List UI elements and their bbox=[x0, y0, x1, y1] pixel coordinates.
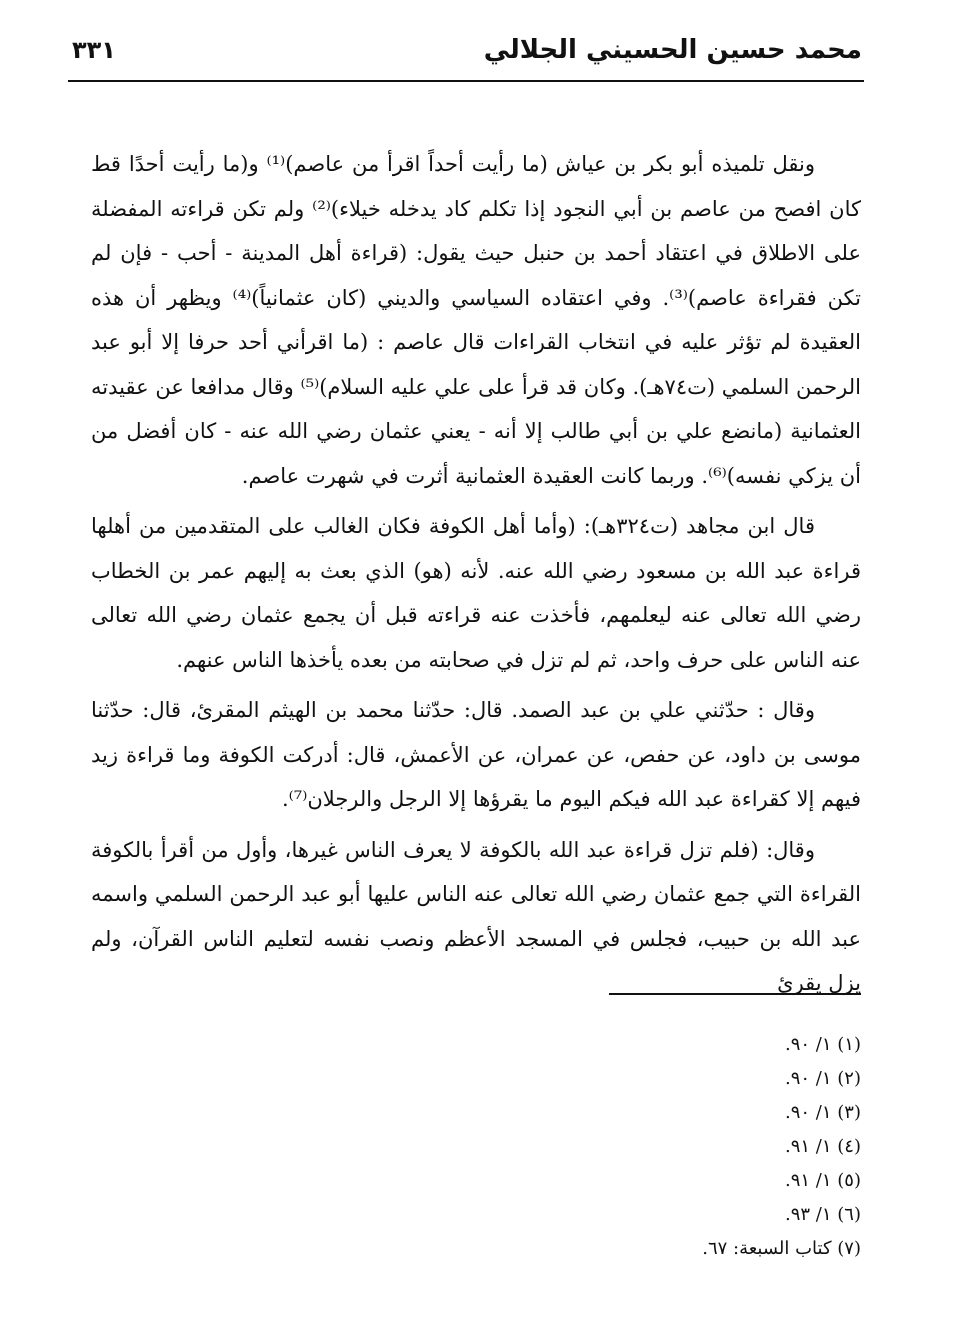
main-text bbox=[91, 142, 861, 1012]
page-number: ٣٣١ bbox=[72, 36, 116, 64]
footnote-list bbox=[461, 1028, 861, 1266]
footnote: (٧) كتاب السبعة: ٦٧. bbox=[702, 1238, 861, 1259]
paragraph: وقال : حدّثني علي بن عبد الصمد. قال: حدّثنا محمد بن الهيثم المقرئ، قال: حدّثنا موسى بن داود، عن حفص، عن عمران، عن الأعمش، قال: أدركت الكوفة وما قراءة زيد فيهم إلا كقراءة عبد الله فيكم اليوم ما يقرؤها إلا الرجل والرجلان⁽⁷⁾. bbox=[91, 698, 861, 811]
footnote: (١) ١/ ٩٠. bbox=[785, 1034, 861, 1055]
running-header bbox=[72, 30, 862, 74]
paragraph: ونقل تلميذه أبو بكر بن عياش (ما رأيت أحداً اقرأ من عاصم)⁽¹⁾ و(ما رأيت أحدًا قط كان افصح من عاصم بن أبي النجود إذا تكلم كاد يدخله خيلاء)⁽²⁾ ولم تكن قراءته المفضلة على الاطلاق في اعتقاد أحمد بن حنبل حيث يقول: (قراءة أهل المدينة - أحب - فإن لم تكن فقراءة عاصم)⁽³⁾. وفي اعتقاده السياسي والديني (كان عثمانياً)⁽⁴⁾ ويظهر أن هذه العقيدة لم تؤثر عليه في انتخاب القراءات قال عاصم : (ما اقرأني أحد حرفا إلا أبو عبد الرحمن السلمي (ت٧٤هـ). وكان قد قرأ على علي عليه السلام)⁽⁵⁾ وقال مدافعا عن عقيدته العثمانية (مانضع علي بن أبي طالب إلا أنه - يعني عثمان رضي الله عنه - كان أفضل من أن يزكي نفسه)⁽⁶⁾. وربما كانت العقيدة العثمانية أثرت في شهرت عاصم. bbox=[91, 152, 861, 488]
footnote: (٤) ١/ ٩١. bbox=[785, 1136, 861, 1157]
footnote: (٦) ١/ ٩٣. bbox=[785, 1204, 861, 1225]
paragraph: وقال: (فلم تزل قراءة عبد الله بالكوفة لا يعرف الناس غيرها، وأول من أقرأ بالكوفة القراءة التي جمع عثمان رضي الله تعالى عنه الناس عليها أبو عبد الرحمن السلمي واسمه عبد الله بن حبيب، فجلس في المسجد الأعظم ونصب نفسه لتعليم الناس القرآن، ولم يزل يقرئ bbox=[91, 837, 861, 995]
footnote-divider bbox=[609, 993, 861, 995]
running-header-title: محمد حسين الحسيني الجلالي bbox=[483, 35, 862, 65]
footnote: (٣) ١/ ٩٠. bbox=[785, 1102, 861, 1123]
header-divider bbox=[68, 80, 864, 82]
footnote: (٢) ١/ ٩٠. bbox=[785, 1068, 861, 1089]
paragraph: قال ابن مجاهد (ت٣٢٤هـ): (وأما أهل الكوفة فكان الغالب على المتقدمين من أهلها قراءة عبد الله بن مسعود رضي الله عنه. لأنه (هو) الذي بعث به إليهم عمر بن الخطاب رضي الله تعالى عنه ليعلمهم، فأخذت عنه قراءته قبل أن يجمع عثمان رضي الله تعالى عنه الناس على حرف واحد، ثم لم تزل في صحابته من بعده يأخذها الناس عنهم. bbox=[91, 514, 861, 672]
footnote: (٥) ١/ ٩١. bbox=[785, 1170, 861, 1191]
